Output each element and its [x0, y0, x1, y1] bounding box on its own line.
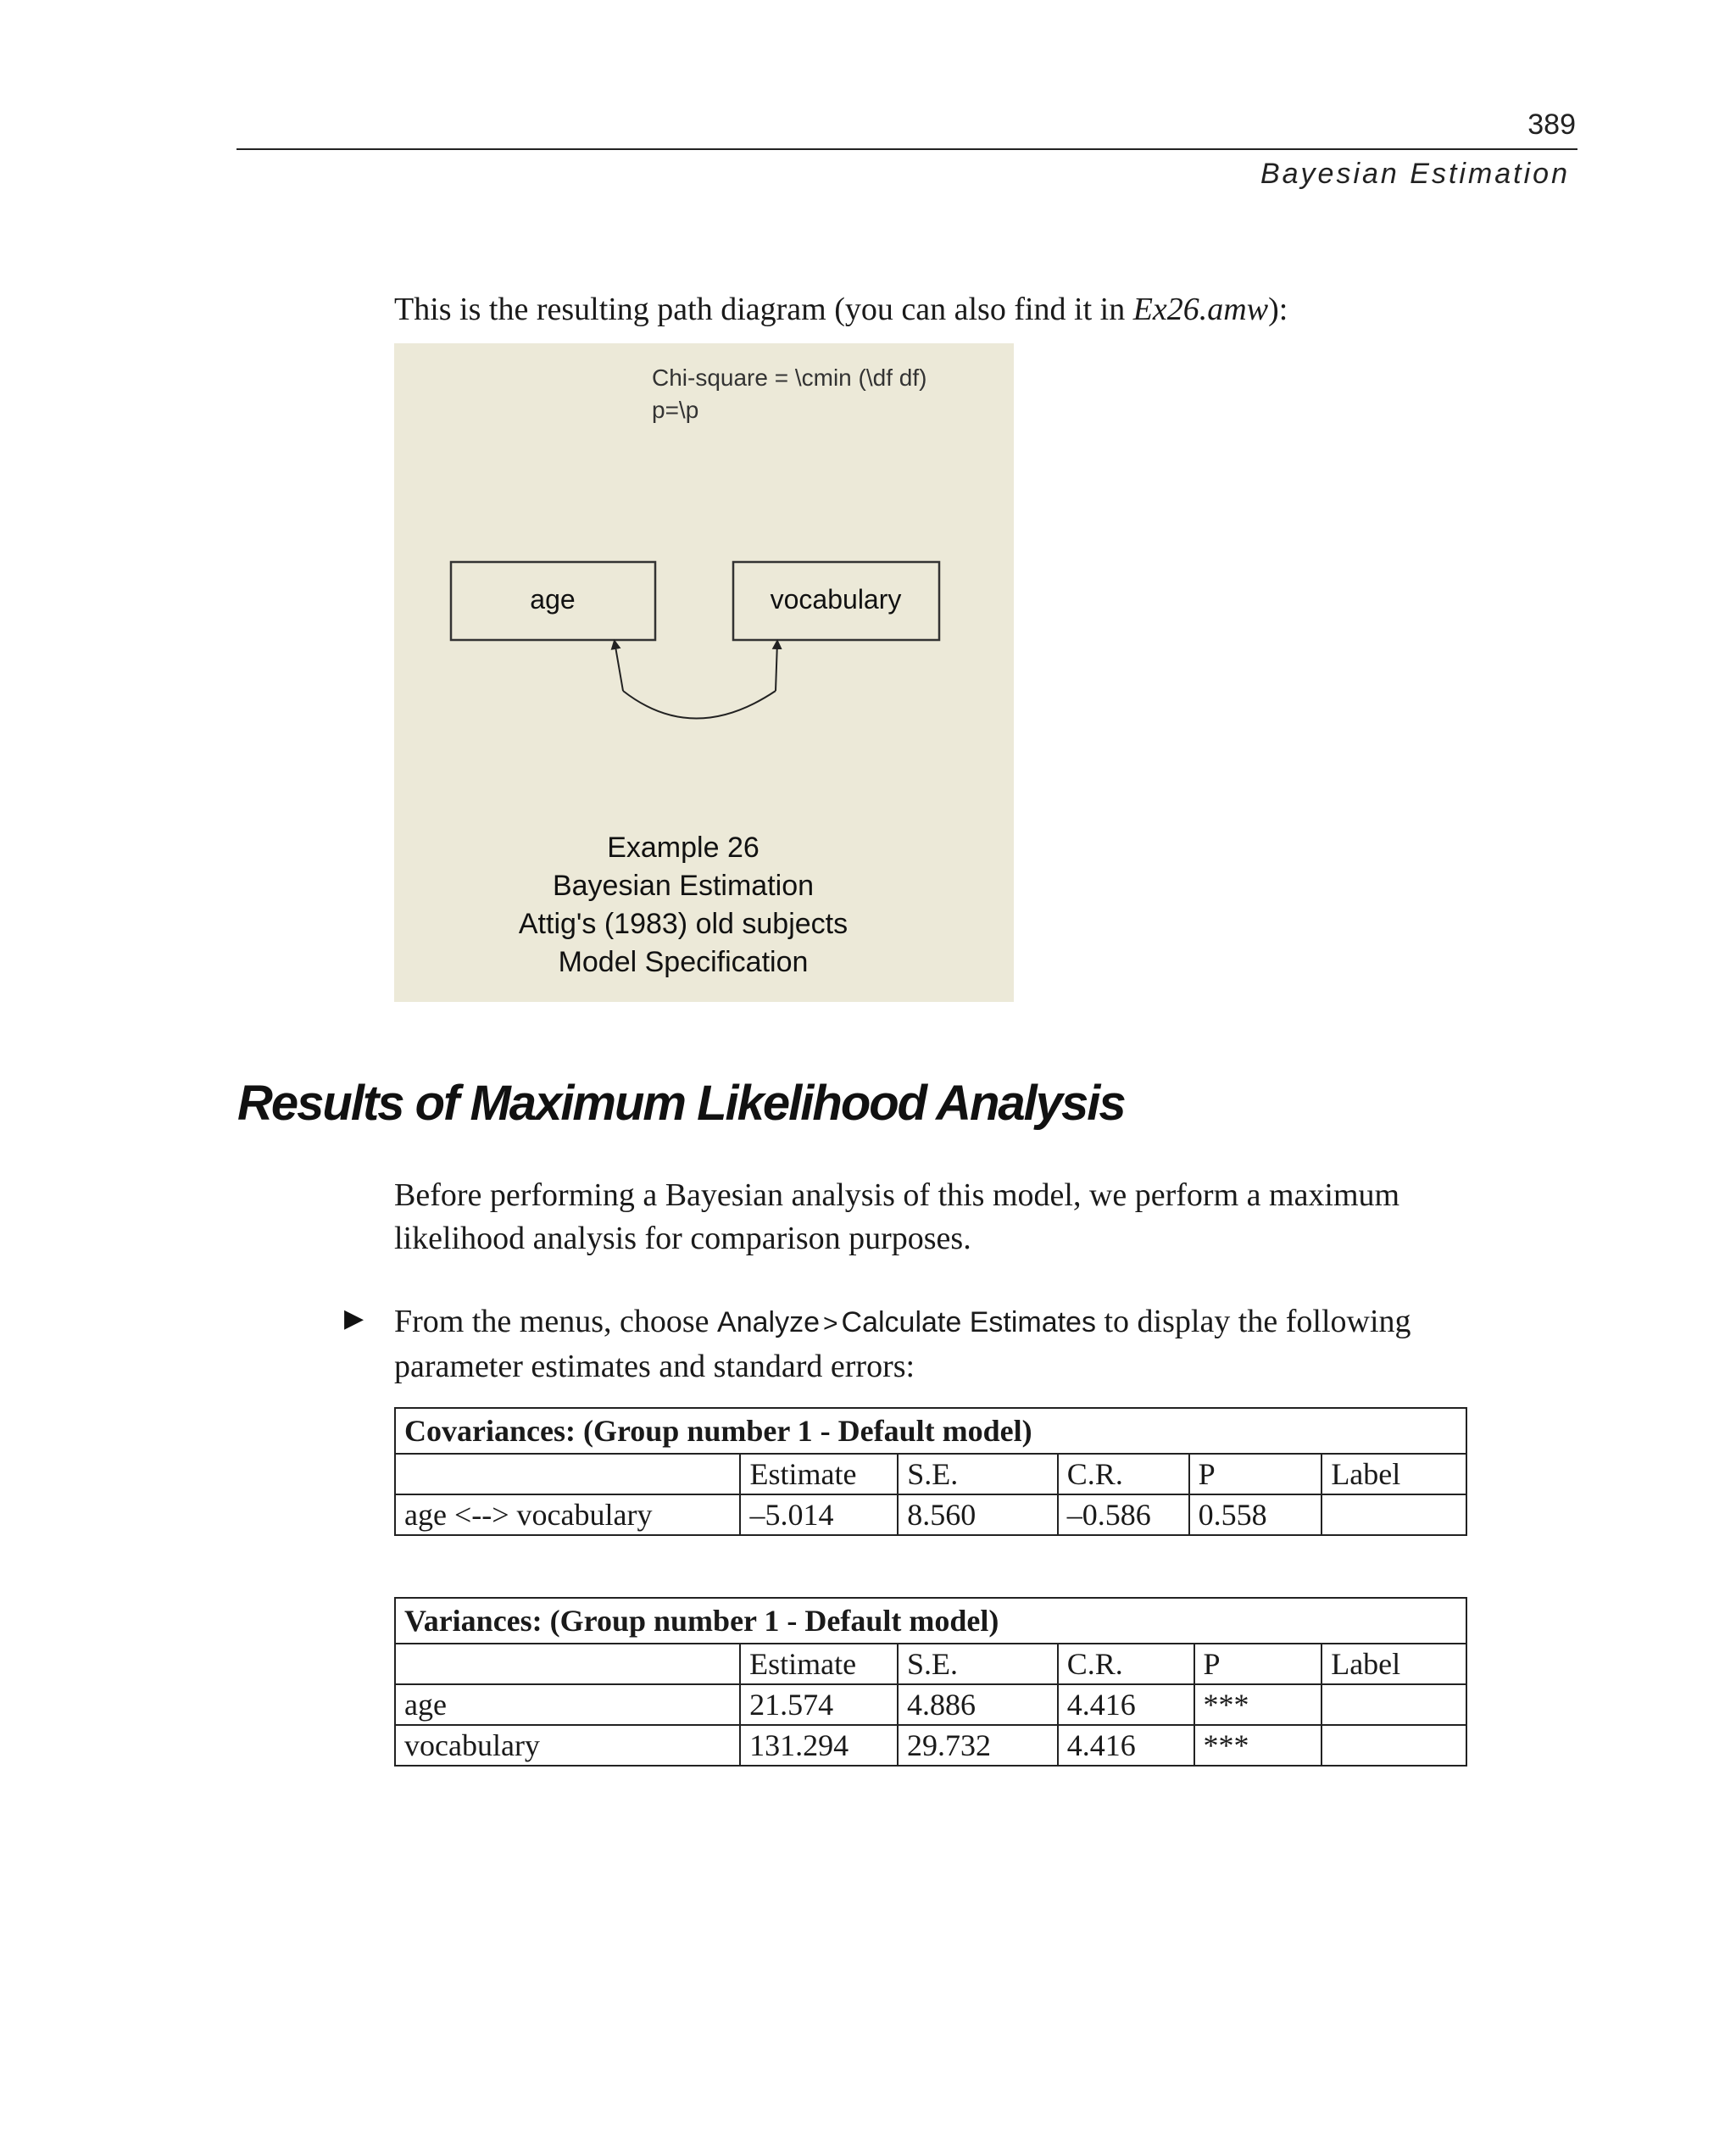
vocabulary-variable-label: vocabulary — [770, 584, 902, 615]
intro-text-end: ): — [1268, 292, 1288, 327]
table-cell — [1321, 1725, 1466, 1766]
column-header: S.E. — [898, 1644, 1058, 1684]
table-cell: age <--> vocabulary — [395, 1494, 740, 1535]
intro-text: This is the resulting path diagram (you can also find it in — [394, 292, 1133, 327]
column-header: C.R. — [1058, 1454, 1189, 1494]
table-caption-row — [395, 1598, 1466, 1644]
table-cell: age — [395, 1684, 740, 1725]
table-cell: 131.294 — [740, 1725, 898, 1766]
table-cell: 4.416 — [1058, 1684, 1194, 1725]
covariances-table — [394, 1407, 1467, 1536]
column-header — [395, 1454, 740, 1494]
column-header: P — [1194, 1644, 1322, 1684]
diagram-caption-line-1: Example 26 — [607, 832, 760, 864]
column-header: Label — [1321, 1644, 1466, 1684]
running-header: Bayesian Estimation — [1260, 158, 1570, 190]
column-header: S.E. — [898, 1454, 1058, 1494]
menu-calculate-estimates: Calculate Estimates — [841, 1306, 1096, 1338]
path-diagram-canvas — [394, 343, 1014, 1002]
variances-caption: Variances: (Group number 1 - Default model) — [395, 1598, 1466, 1644]
table-header-row — [395, 1454, 1466, 1494]
table-row — [395, 1494, 1466, 1535]
intro-paragraph — [394, 288, 1496, 331]
arc-arrow-left — [615, 642, 623, 691]
table-cell: 0.558 — [1189, 1494, 1322, 1535]
table-cell: 29.732 — [898, 1725, 1058, 1766]
step-arrow-icon: ▶ — [344, 1304, 364, 1333]
table-cell: –5.014 — [740, 1494, 898, 1535]
table-cell: –0.586 — [1058, 1494, 1189, 1535]
menu-analyze: Analyze — [717, 1306, 820, 1338]
table-cell — [1321, 1494, 1466, 1535]
comparison-paragraph: Before performing a Bayesian analysis of this model, we perform a maximum likelihood analysis for comparison purposes. — [394, 1177, 1400, 1256]
table-caption-row — [395, 1408, 1466, 1454]
header-rule — [236, 148, 1577, 150]
step-text: From the menus, choose — [394, 1304, 718, 1339]
diagram-caption-line-2: Bayesian Estimation — [552, 870, 815, 902]
p-label: p=\p — [652, 397, 699, 423]
table-header-row — [395, 1644, 1466, 1684]
column-header: Label — [1321, 1454, 1466, 1494]
table-cell: 21.574 — [740, 1684, 898, 1725]
variances-table — [394, 1597, 1467, 1767]
path-diagram — [394, 343, 1014, 1002]
column-header: C.R. — [1058, 1644, 1194, 1684]
column-header: P — [1189, 1454, 1322, 1494]
column-header — [395, 1644, 740, 1684]
table-cell: 4.416 — [1058, 1725, 1194, 1766]
diagram-caption-line-3: Attig's (1983) old subjects — [518, 908, 849, 940]
arc-arrow-right — [776, 642, 777, 691]
menu-separator: > — [822, 1310, 838, 1338]
table-row — [395, 1725, 1466, 1766]
column-header: Estimate — [740, 1644, 898, 1684]
section-heading: Results of Maximum Likelihood Analysis — [237, 1076, 1125, 1131]
covariances-caption: Covariances: (Group number 1 - Default model) — [395, 1408, 1466, 1454]
step-instruction — [394, 1300, 1496, 1388]
table-cell: *** — [1194, 1684, 1322, 1725]
table-cell: 4.886 — [898, 1684, 1058, 1725]
age-variable-label: age — [530, 584, 576, 615]
table-cell: 8.560 — [898, 1494, 1058, 1535]
diagram-caption-line-4: Model Specification — [558, 946, 809, 978]
page-number: 389 — [1527, 108, 1576, 141]
covariance-arc — [623, 691, 776, 719]
chi-square-label: Chi-square = \cmin (\df df) — [652, 364, 927, 391]
step-text-end: to display the following parameter estimates and standard errors: — [394, 1304, 1411, 1384]
intro-filename: Ex26.amw — [1132, 292, 1269, 327]
table-cell: vocabulary — [395, 1725, 740, 1766]
table-cell — [1321, 1684, 1466, 1725]
column-header: Estimate — [740, 1454, 898, 1494]
table-cell: *** — [1194, 1725, 1322, 1766]
table-row — [395, 1684, 1466, 1725]
